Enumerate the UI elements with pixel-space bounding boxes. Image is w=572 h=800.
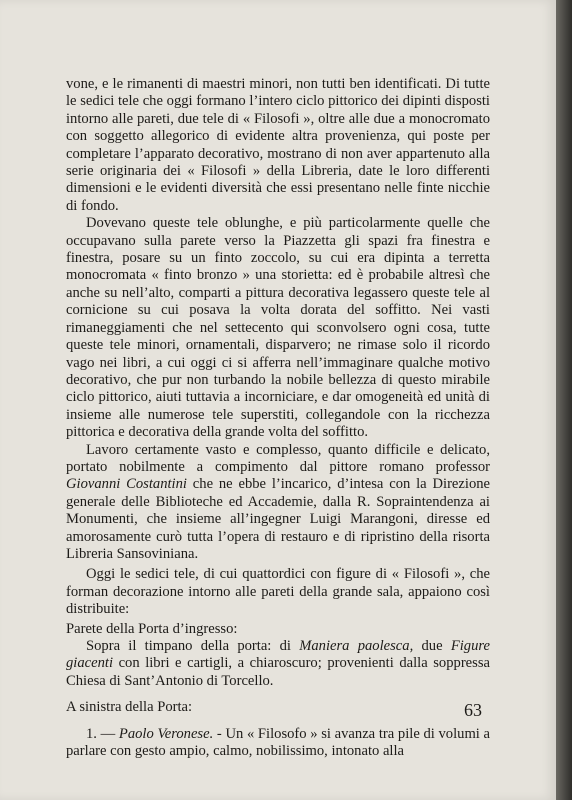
section-heading-entrance-wall: Parete della Porta d’ingresso: — [66, 620, 238, 637]
work-title-figure-giacenti: Figure giacenti — [66, 638, 490, 672]
paragraph-3 — [66, 442, 490, 564]
paragraph-1: vone, e le rimanenti di maestri minori, non tutti ben identificati. Di tutte le sedici tele che oggi formano l’intero ciclo pittorico dei dipinti disposti intorno alle pareti, due tele di « Filosofi », oltre alle due a monocromato con soggetto allegorico di evidente altra provenienza, qui poste per completare l’apparato decorativo, mostrano di non aver appartenuto alla serie originaria dei « Filosofi » della Libreria, date le loro differenti dimensioni e le evidenti diversità che essi presentano nelle finte nicchie di fondo. — [66, 76, 490, 214]
page-edge-shadow — [556, 0, 572, 800]
entry-1-text: - Un « Filosofo » si avanza tra pile di volumi a parlare con gesto ampio, calmo, nobilissimo, intonato alla — [66, 725, 491, 760]
painter-name-costantini: Giovanni Costantini — [66, 476, 187, 493]
page-number: 63 — [464, 700, 482, 720]
paragraph-4: Oggi le sedici tele, di cui quattordici con figure di « Filosofi », che forman decorazione intorno alle pareti della grande sala, appaiono così distribuite: — [66, 566, 490, 618]
paragraph-3-end: che ne ebbe l’incarico, d’intesa con la Direzione generale delle Biblioteche ed Accademie, dalla R. Sopraintendenza ai Monumenti, che insieme all’ingegner Luigi Marangoni, diresse ed amorosamente curò tutta l’opera di restauro e di ripristino della risorta Libreria Sansoviniana. — [66, 476, 491, 562]
catalogue-entry-1 — [66, 726, 490, 761]
paragraph-tympanum — [66, 638, 490, 690]
tympanum-text-3: con libri e cartigli, a chiaroscuro; provenienti dalla soppressa Chiesa di Sant’Antonio di Torcello. — [66, 655, 490, 689]
body-text — [66, 76, 490, 760]
paragraph-3-start: Lavoro certamente vasto e complesso, quanto difficile e delicato, portato nobilmente a compimento dal pittore romano professor — [66, 441, 490, 475]
paragraph-2: Dovevano queste tele oblunghe, e più particolarmente quelle che occupavano sulla parete verso la Piazzetta gli spazi fra finestra e finestra, posare su un finto zoccolo, su cui era dipinta a terretta monocromata « finto bronzo » una storietta: ed è probabile altresì che anche su nell’alto, comparti a pittura decorativa legassero queste tele al cornicione su cui posava la volta dorata del soffitto. Nei vasti rimaneggiamenti che nel settecento qui sconvolsero ogni cosa, tutte queste tele minori, ornamentali, disparvero; ne rimase solo il ricordo vago nei libri, a cui oggi ci si afferra nell’immaginare qualche motivo decorativo, che pur non turbando la nobile bellezza di questo mirabile ciclo pittorico, aiuti tuttavia a incorniciare, e dar omogeneità ed unità di insieme alle numerose tele superstiti, collegandole con la ricchezza pittorica e decorativa della grande volta del soffitto. — [66, 215, 490, 441]
tympanum-text-2: due — [413, 638, 443, 654]
painter-name-veronese: Paolo Veronese. — [118, 725, 214, 742]
section-heading-left-of-door: A sinistra della Porta: — [66, 699, 193, 716]
entry-number: 1. — — [86, 725, 116, 742]
tympanum-text-1: Sopra il timpano della porta: di — [86, 638, 291, 654]
style-name-maniera-paolesca: Maniera paolesca, — [299, 638, 414, 654]
